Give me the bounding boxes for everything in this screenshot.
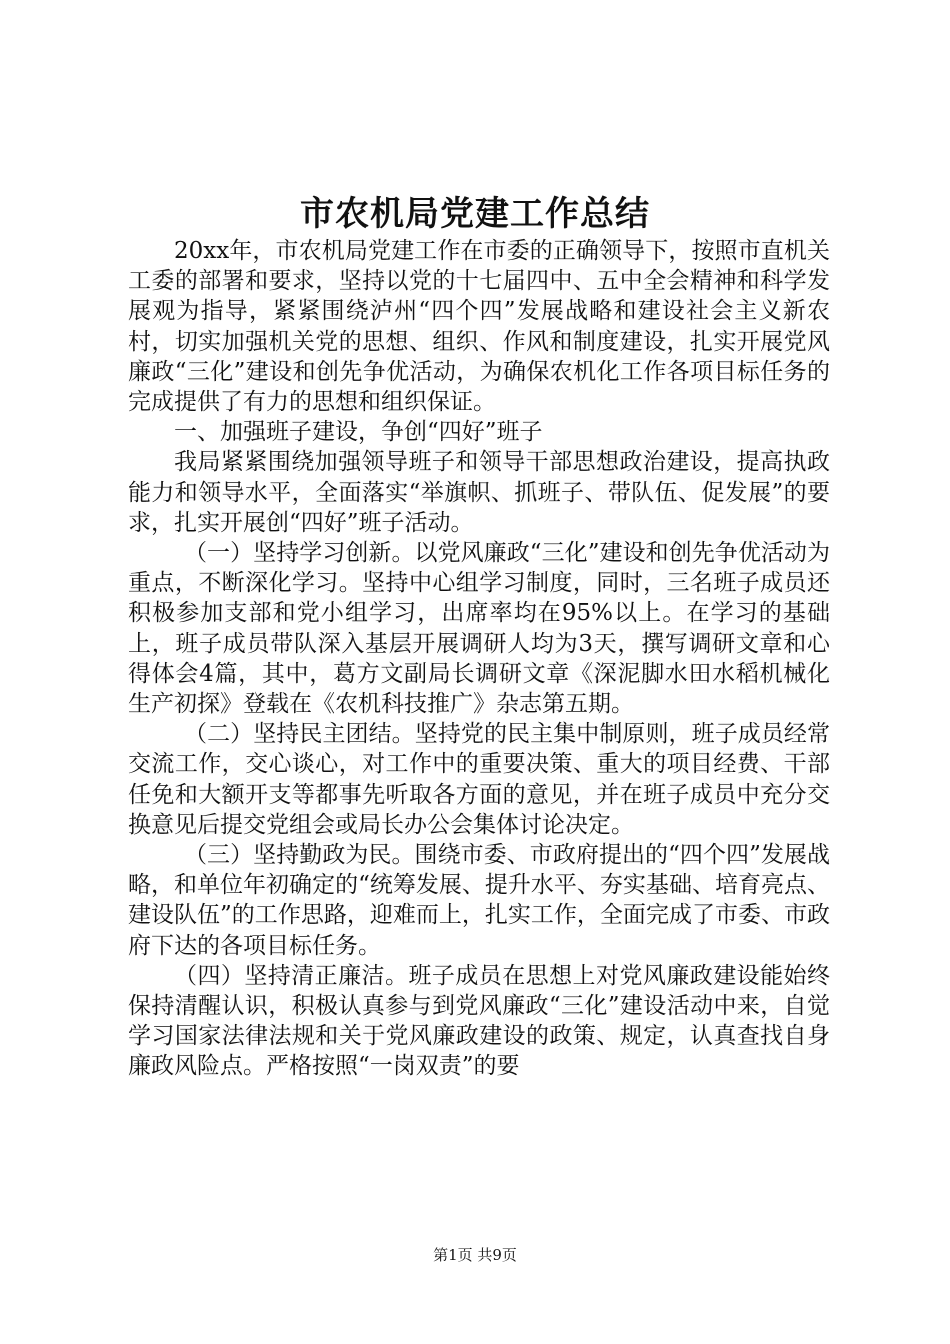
section-1-paragraph: 我局紧紧围绕加强领导班子和领导干部思想政治建设，提高执政能力和领导水平，全面落实“举旗帜、抓班子、带队伍、促发展”的要求，扎实开展创“四好”班子活动。 xyxy=(128,449,830,536)
section-heading-1: 一、加强班子建设，争创“四好”班子 xyxy=(174,419,543,446)
document-body xyxy=(128,236,830,1082)
subsection-4-paragraph: （四）坚持清正廉洁。班子成员在思想上对党风廉政建设能始终保持清醒认识，积极认真参与到党风廉政“三化”建设活动中来，自觉学习国家法律法规和关于党风廉政建设的政策、规定，认真查找自身廉政风险点。严格按照“一岗双责”的要 xyxy=(128,962,830,1080)
intro-paragraph: 20xx年，市农机局党建工作在市委的正确领导下，按照市直机关工委的部署和要求，坚持以党的十七届四中、五中全会精神和科学发展观为指导，紧紧围绕泸州“四个四”发展战略和建设社会主义新农村，切实加强机关党的思想、组织、作风和制度建设，扎实开展党风廉政“三化”建设和创先争优活动，为确保农机化工作各项目标任务的完成提供了有力的思想和组织保证。 xyxy=(128,238,830,416)
subsection-3-paragraph: （三）坚持勤政为民。围绕市委、市政府提出的“四个四”发展战略，和单位年初确定的“统筹发展、提升水平、夯实基础、培育亮点、建设队伍”的工作思路，迎难而上，扎实工作，全面完成了市委、市政府下达的各项目标任务。 xyxy=(128,842,830,959)
document-title: 市农机局党建工作总结 xyxy=(300,194,650,234)
subsection-2-paragraph: （二）坚持民主团结。坚持党的民主集中制原则，班子成员经常交流工作，交心谈心，对工作中的重要决策、重大的项目经费、干部任免和大额开支等都事先听取各方面的意见，并在班子成员中充分交换意见后提交党组会或局长办公会集体讨论决定。 xyxy=(128,721,830,838)
page-number-footer: 第1页 共9页 xyxy=(433,1246,517,1264)
subsection-1-paragraph: （一）坚持学习创新。以党风廉政“三化”建设和创先争优活动为重点，不断深化学习。坚持中心组学习制度，同时，三名班子成员还积极参加支部和党小组学习，出席率均在95%以上。在学习的基础上，班子成员带队深入基层开展调研人均为3天，撰写调研文章和心得体会4篇，其中，葛方文副局长调研文章《深泥脚水田水稻机械化生产初探》登载在《农机科技推广》杂志第五期。 xyxy=(128,540,830,718)
